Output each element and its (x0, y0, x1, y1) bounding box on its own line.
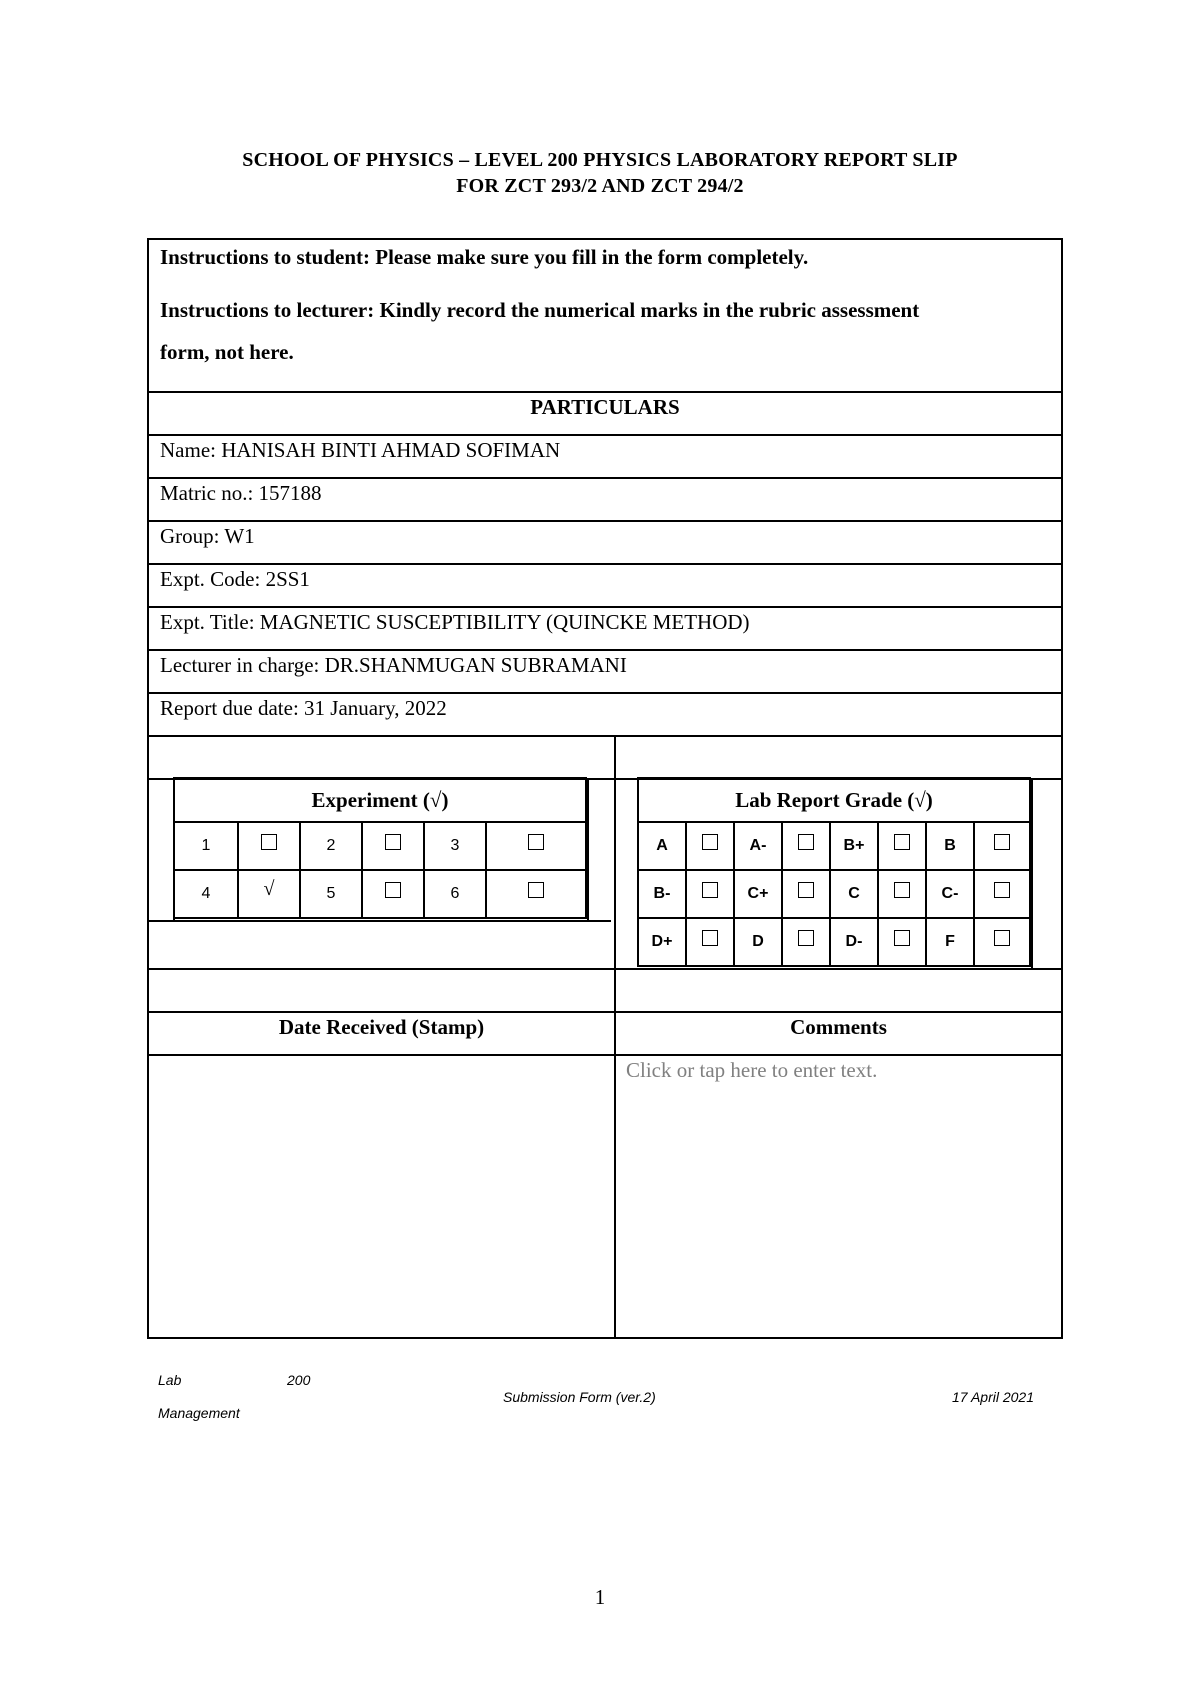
divider (149, 968, 1061, 970)
experiment-row (174, 822, 586, 870)
title-line-1: SCHOOL OF PHYSICS – LEVEL 200 PHYSICS LABORATORY REPORT SLIP (242, 149, 958, 171)
grade-checkbox[interactable] (686, 822, 734, 870)
lecturer-instructions-line-2: form, not here. (160, 340, 294, 364)
grade-checkbox[interactable] (974, 918, 1030, 966)
student-instructions: Instructions to student: Please make sure you fill in the form completely. (160, 245, 809, 269)
experiment-table (173, 777, 587, 919)
experiment-number: 4 (174, 870, 238, 918)
divider (149, 477, 1061, 479)
expt-title-field[interactable]: Expt. Title: MAGNETIC SUSCEPTIBILITY (QUINCKE METHOD) (160, 610, 750, 634)
divider (149, 520, 1061, 522)
divider (149, 920, 611, 922)
grade-table (637, 777, 1031, 967)
experiment-checkbox[interactable] (362, 870, 424, 918)
experiment-number: 1 (174, 822, 238, 870)
grade-checkbox[interactable] (878, 918, 926, 966)
experiment-row (174, 870, 586, 918)
date-received-stamp-area (149, 1056, 614, 1337)
footer-left-1: Lab (158, 1372, 182, 1388)
footer-center: Submission Form (ver.2) (503, 1389, 656, 1405)
grade-label: F (926, 918, 974, 966)
grade-row (638, 822, 1030, 870)
page-number: 1 (594, 1585, 606, 1609)
experiment-checkbox[interactable] (362, 822, 424, 870)
grade-checkbox[interactable] (686, 870, 734, 918)
grade-label: D- (830, 918, 878, 966)
divider (149, 391, 1061, 393)
grade-checkbox[interactable] (974, 870, 1030, 918)
date-received-heading: Date Received (Stamp) (278, 1015, 485, 1039)
grade-checkbox[interactable] (782, 870, 830, 918)
grade-label: B (926, 822, 974, 870)
grade-row (638, 870, 1030, 918)
title-line-2: FOR ZCT 293/2 AND ZCT 294/2 (456, 175, 744, 197)
grade-heading: Lab Report Grade (√) (638, 778, 1030, 822)
comments-heading: Comments (790, 1015, 887, 1039)
grade-label: B- (638, 870, 686, 918)
grade-checkbox[interactable] (974, 822, 1030, 870)
experiment-checkbox[interactable] (486, 822, 586, 870)
grade-label: B+ (830, 822, 878, 870)
footer-left-3: Management (158, 1405, 240, 1421)
grade-label: C (830, 870, 878, 918)
frame-line (587, 778, 589, 920)
divider (149, 692, 1061, 694)
grade-label: A (638, 822, 686, 870)
experiment-number: 3 (424, 822, 486, 870)
divider (149, 563, 1061, 565)
matric-no-field[interactable]: Matric no.: 157188 (160, 481, 322, 505)
divider (149, 1011, 1061, 1013)
frame-line (173, 778, 175, 920)
due-date-field[interactable]: Report due date: 31 January, 2022 (160, 696, 447, 720)
grade-label: C- (926, 870, 974, 918)
grade-checkbox[interactable] (782, 822, 830, 870)
grade-label: D+ (638, 918, 686, 966)
report-slip-form (147, 238, 1063, 1339)
expt-code-field[interactable]: Expt. Code: 2SS1 (160, 567, 310, 591)
grade-checkbox[interactable] (878, 822, 926, 870)
footer-date: 17 April 2021 (952, 1389, 1034, 1405)
experiment-checkbox-checked[interactable] (238, 870, 300, 918)
grade-checkbox[interactable] (686, 918, 734, 966)
frame-line (1031, 778, 1033, 968)
group-field[interactable]: Group: W1 (160, 524, 255, 548)
experiment-number: 6 (424, 870, 486, 918)
form-title (0, 147, 1200, 199)
grade-checkbox[interactable] (878, 870, 926, 918)
particulars-heading: PARTICULARS (530, 395, 680, 419)
checkmark-icon: √ (263, 877, 275, 900)
grade-label: A- (734, 822, 782, 870)
grade-label: C+ (734, 870, 782, 918)
divider (149, 606, 1061, 608)
divider (149, 735, 1061, 737)
experiment-checkbox[interactable] (238, 822, 300, 870)
student-name-field[interactable]: Name: HANISAH BINTI AHMAD SOFIMAN (160, 438, 561, 462)
grade-checkbox[interactable] (782, 918, 830, 966)
divider (149, 649, 1061, 651)
lecturer-field[interactable]: Lecturer in charge: DR.SHANMUGAN SUBRAMANI (160, 653, 627, 677)
footer-left-2: 200 (287, 1372, 311, 1388)
experiment-checkbox[interactable] (486, 870, 586, 918)
comments-input[interactable]: Click or tap here to enter text. (626, 1058, 878, 1082)
grade-label: D (734, 918, 782, 966)
grade-row (638, 918, 1030, 966)
lecturer-instructions-line-1: Instructions to lecturer: Kindly record the numerical marks in the rubric assessment (160, 298, 920, 322)
divider (149, 434, 1061, 436)
experiment-number: 2 (300, 822, 362, 870)
experiment-number: 5 (300, 870, 362, 918)
experiment-heading: Experiment (√) (174, 778, 586, 822)
